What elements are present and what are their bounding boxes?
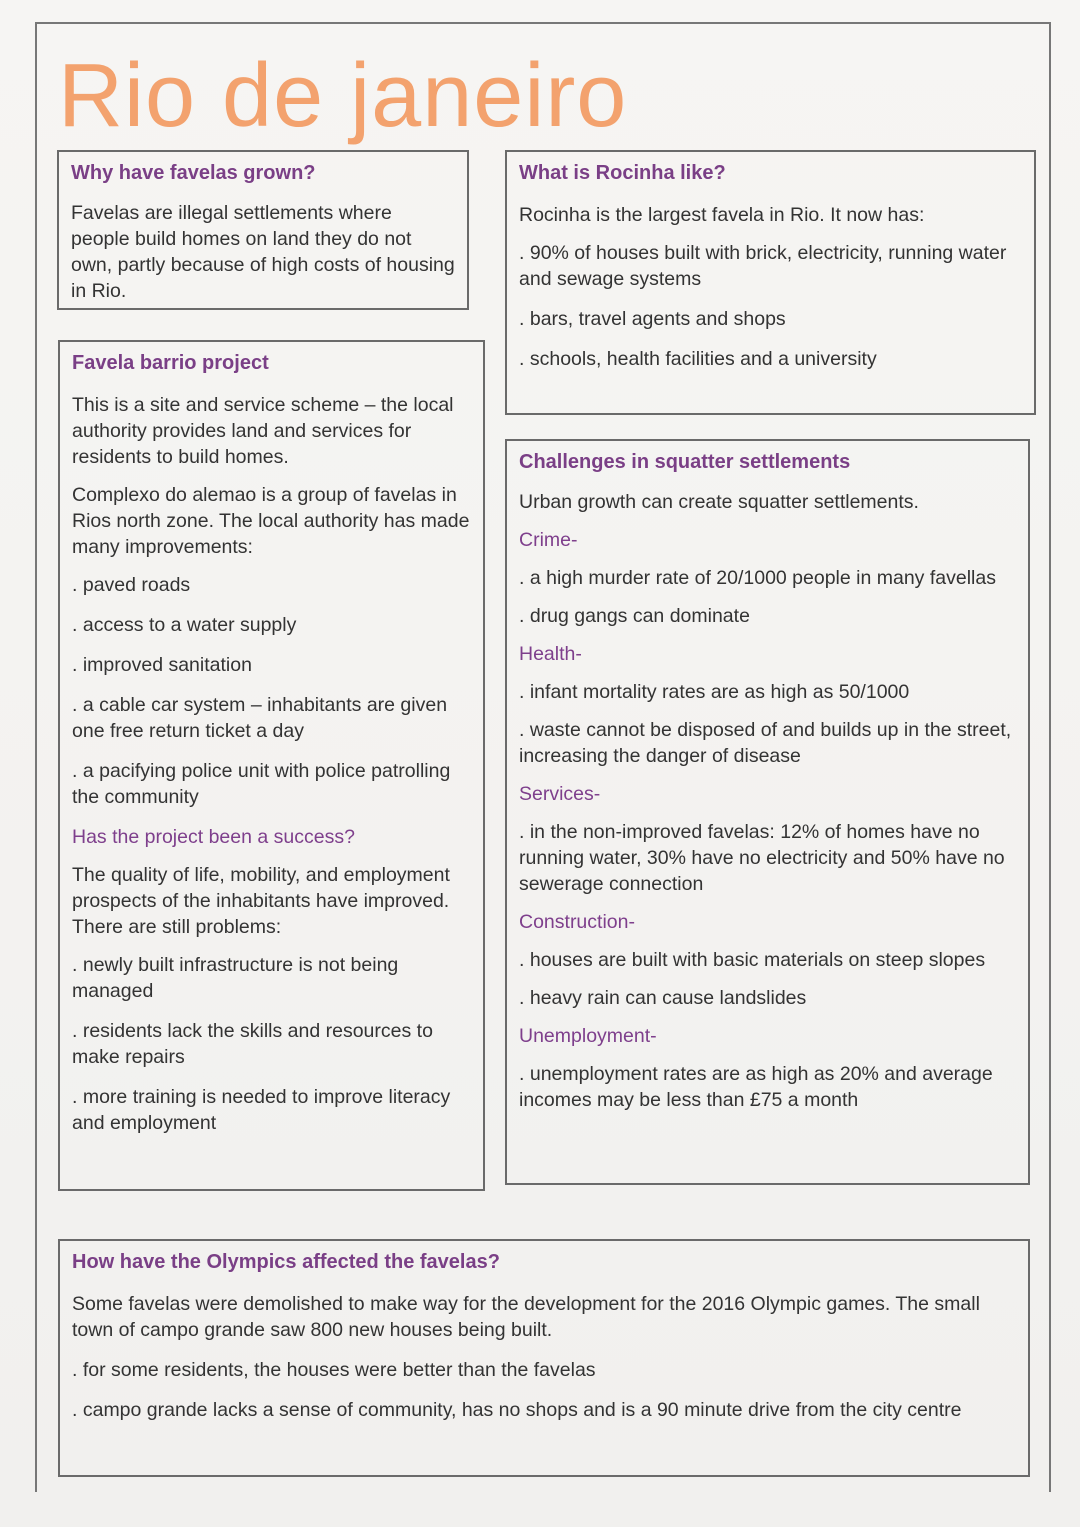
barrio-paragraph-2: Complexo do alemao is a group of favelas in Rios north zone. The local authority has made many improvements: <box>72 484 470 558</box>
unemployment-list <box>519 1061 1016 1113</box>
barrio-paragraph-1: This is a site and service scheme – the local authority provides land and services for residents to build homes. <box>72 394 454 468</box>
list-item: . schools, health facilities and a university <box>519 346 1022 372</box>
list-item: . bars, travel agents and shops <box>519 306 1022 332</box>
list-item: . campo grande lacks a sense of community, has no shops and is a 90 minute drive from the city centre <box>72 1397 1016 1423</box>
services-list <box>519 819 1016 897</box>
list-item: . heavy rain can cause landslides <box>519 985 1016 1011</box>
why-favelas-grown-box <box>57 150 469 310</box>
rocinha-heading: What is Rocinha like? <box>519 162 726 184</box>
crime-list <box>519 565 1016 629</box>
crime-label: Crime- <box>519 529 578 551</box>
rocinha-intro: Rocinha is the largest favela in Rio. It now has: <box>519 204 925 226</box>
list-item: . infant mortality rates are as high as 50/1000 <box>519 679 1016 705</box>
olympics-list <box>72 1357 1016 1423</box>
list-item: . a high murder rate of 20/1000 people in many favellas <box>519 565 1016 591</box>
list-item: . in the non-improved favelas: 12% of homes have no running water, 30% have no electricity and 50% have no sewerage connection <box>519 819 1016 897</box>
challenges-box <box>505 439 1030 1185</box>
list-item: . houses are built with basic materials on steep slopes <box>519 947 1016 973</box>
list-item: . improved sanitation <box>72 652 471 678</box>
list-item: . paved roads <box>72 572 471 598</box>
list-item: . a cable car system – inhabitants are given one free return ticket a day <box>72 692 471 744</box>
challenges-heading: Challenges in squatter settlements <box>519 451 851 473</box>
list-item: . a pacifying police unit with police patrolling the community <box>72 758 471 810</box>
list-item: . drug gangs can dominate <box>519 603 1016 629</box>
list-item: . 90% of houses built with brick, electricity, running water and sewage systems <box>519 240 1022 292</box>
health-list <box>519 679 1016 769</box>
rocinha-box <box>505 150 1036 415</box>
why-heading: Why have favelas grown? <box>71 162 316 184</box>
construction-list <box>519 947 1016 1011</box>
favela-barrio-box <box>58 340 485 1191</box>
construction-label: Construction- <box>519 911 635 933</box>
success-subheading: Has the project been a success? <box>72 826 355 848</box>
list-item: . unemployment rates are as high as 20% and average incomes may be less than £75 a month <box>519 1061 1016 1113</box>
rocinha-list <box>519 240 1022 372</box>
olympics-box <box>58 1239 1030 1477</box>
page-title: Rio de janeiro <box>58 46 628 146</box>
olympics-heading: How have the Olympics affected the favelas? <box>72 1251 500 1273</box>
barrio-paragraph-3: The quality of life, mobility, and employment prospects of the inhabitants have improved. There are still problems: <box>72 864 450 938</box>
list-item: . more training is needed to improve literacy and employment <box>72 1084 471 1136</box>
list-item: . access to a water supply <box>72 612 471 638</box>
list-item: . residents lack the skills and resources to make repairs <box>72 1018 471 1070</box>
improvements-list <box>72 572 471 810</box>
services-label: Services- <box>519 783 601 805</box>
health-label: Health- <box>519 643 582 665</box>
problems-list <box>72 952 471 1136</box>
list-item: . newly built infrastructure is not being managed <box>72 952 471 1004</box>
unemployment-label: Unemployment- <box>519 1025 657 1047</box>
olympics-text: Some favelas were demolished to make way for the development for the 2016 Olympic games. The small town of campo grande saw 800 new houses being built. <box>72 1293 980 1341</box>
list-item: . waste cannot be disposed of and builds up in the street, increasing the danger of disease <box>519 717 1016 769</box>
why-text: Favelas are illegal settlements where people build homes on land they do not own, partly because of high costs of housing in Rio. <box>71 202 455 302</box>
list-item: . for some residents, the houses were better than the favelas <box>72 1357 1016 1383</box>
barrio-heading: Favela barrio project <box>72 352 269 374</box>
challenges-intro: Urban growth can create squatter settlements. <box>519 491 919 513</box>
